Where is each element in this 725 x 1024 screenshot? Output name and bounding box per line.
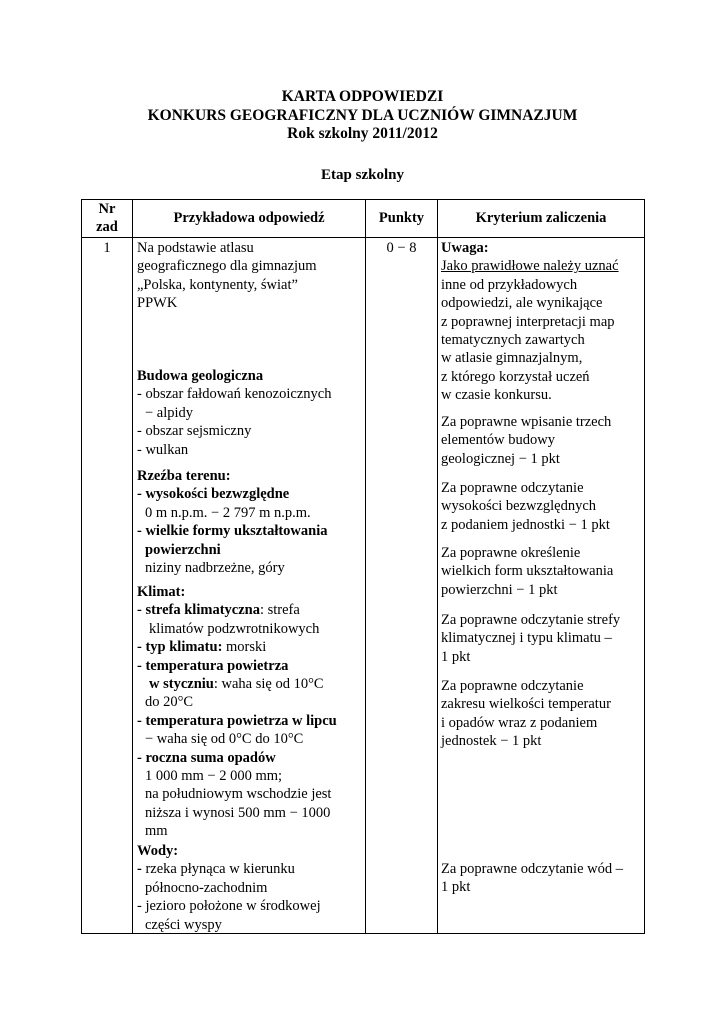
criterion-landforms: Za poprawne określenie wielkich form ukształtowania powierzchni − 1 pkt — [441, 545, 614, 598]
points-cell: 0 − 8 — [366, 238, 438, 934]
criterion-climate: Za poprawne odczytanie strefy klimatycznej i typu klimatu – 1 pkt — [441, 612, 621, 665]
column-header-points: Punkty — [366, 200, 438, 238]
note-heading: Uwaga: — [441, 240, 489, 256]
climate-section: Klimat: - strefa klimatyczna: strefa klimatów podzwrotnikowych - typ klimatu: morski - temperatura powietrza w styczniu: waha się od 10°C do 20°C - temperatura powietrza w lipcu − waha się od 0°C do 10°C - roczna suma opadów 1 000 mm − 2 000 mm; na południowym wschodzie jest niższa i wynosi 500 mm − 1000 mm — [137, 584, 337, 840]
answer-table — [81, 199, 645, 934]
document-title: KARTA ODPOWIEDZI — [281, 88, 444, 105]
criterion-temperatures: Za poprawne odczytanie zakresu wielkości temperatur i opadów wraz z podaniem jednostek − 1 pkt — [441, 678, 611, 750]
column-header-criteria: Kryterium zaliczenia — [438, 200, 645, 238]
geology-section: Budowa geologiczna - obszar fałdowań kenozoicznych − alpidy - obszar sejsmiczny - wulkan — [137, 368, 332, 458]
relief-section: Rzeźba terenu: - wysokości bezwzględne 0 m n.p.m. − 2 797 m n.p.m. - wielkie formy ukształtowania powierzchni niziny nadbrzeżne, góry — [137, 468, 328, 577]
criterion-heights: Za poprawne odczytanie wysokości bezwzględnych z podaniem jednostki − 1 pkt — [441, 480, 610, 533]
column-header-nr: Nr zad — [82, 200, 133, 238]
geology-heading: Budowa geologiczna — [137, 368, 264, 384]
stage-label: Etap szkolny — [321, 167, 404, 183]
contest-name: KONKURS GEOGRAFICZNY DLA UCZNIÓW GIMNAZJUM — [147, 106, 578, 124]
column-header-answer: Przykładowa odpowiedź — [133, 200, 366, 238]
criterion-geology: Za poprawne wpisanie trzech elementów budowy geologicznej − 1 pkt — [441, 414, 612, 467]
answer-cell — [133, 238, 366, 934]
climate-heading: Klimat: — [137, 584, 186, 600]
document-header — [0, 88, 725, 144]
table-header-row — [82, 200, 645, 238]
criteria-cell — [438, 238, 645, 934]
waters-heading: Wody: — [137, 843, 179, 859]
task-number-cell: 1 — [82, 238, 133, 934]
table-row — [82, 238, 645, 934]
criterion-waters: Za poprawne odczytanie wód – 1 pkt — [441, 861, 623, 896]
relief-heading: Rzeźba terenu: — [137, 468, 231, 484]
criteria-note: Uwaga: Jako prawidłowe należy uznać inne od przykładowych odpowiedzi, ale wynikające z poprawnej interpretacji map tematycznych zawartych w atlasie gimnazjalnym, z którego korzystał uczeń w czasie konkursu. — [441, 240, 619, 404]
waters-section: Wody: - rzeka płynąca w kierunku północno-zachodnim - jezioro położone w środkowej części wyspy — [137, 843, 321, 933]
school-year: Rok szkolny 2011/2012 — [287, 125, 438, 142]
answer-intro: Na podstawie atlasu geograficznego dla gimnazjum „Polska, kontynenty, świat” PPWK — [137, 240, 317, 312]
